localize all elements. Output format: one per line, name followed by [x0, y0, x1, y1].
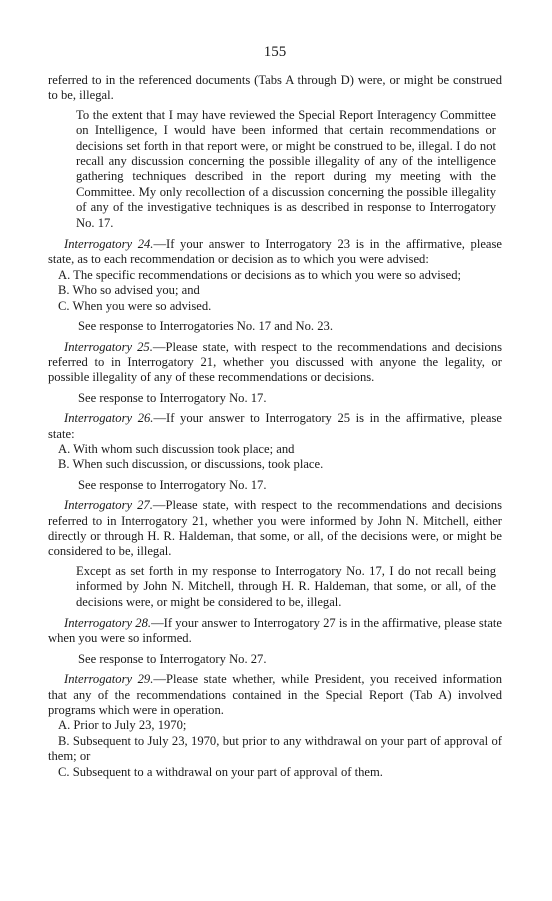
list-item: A. Prior to July 23, 1970;	[58, 718, 187, 733]
interrogatory-label: Interrogatory 24.	[64, 237, 154, 252]
list-item: B. Who so advised you; and	[58, 283, 200, 298]
interrogatory-text: —If your answer to Interrogatory 23 is in the affirmative, please state, as to each recommendation or decision as to which you were advised:	[48, 237, 503, 267]
page-body	[48, 73, 502, 780]
response-reference: See response to Interrogatories No. 17 and No. 23.	[78, 319, 333, 334]
page-number: 155	[263, 44, 287, 60]
response-quote: Except as set forth in my response to Interrogatory No. 17, I do not recall being informed by John N. Mitchell, through H. R. Haldeman, that some, or all, of the decisions were, or might be considered to be, illegal.	[76, 563, 496, 609]
interrogatory-text: —Please state whether, while President, you received information that any of the recommendations contained in the Special Report (Tab A) involved programs which were in operation.	[48, 672, 502, 718]
interrogatory-paragraph	[48, 340, 502, 386]
list-item: B. Subsequent to July 23, 1970, but prior to any withdrawal on your part of approval of them; or	[48, 733, 502, 764]
interrogatory-paragraph	[48, 498, 502, 560]
response-quote: To the extent that I may have reviewed the Special Report Interagency Committee on Intelligence, I would have been informed that certain recommendations or decisions set forth in that report were, or might be construed to be, illegal. I do not recall any discussion concerning the possible illegality of any of the intelligence gathering techniques described in the report during my meeting with the Committee. My only recollection of a discussion concerning the possible illegality of any of the investigative techniques is as described in response to Interrogatory No. 17.	[76, 107, 496, 230]
interrogatory-paragraph	[48, 672, 502, 718]
body-paragraph: referred to in the referenced documents (Tabs A through D) were, or might be construed to be, illegal.	[48, 73, 502, 103]
interrogatory-text: —Please state, with respect to the recommendations and decisions referred to in Interrogatory 21, whether you discussed with anyone the legality, or possible illegality of any of these recommendations or decisions.	[48, 339, 502, 385]
response-reference: See response to Interrogatory No. 27.	[78, 651, 267, 666]
response-reference: See response to Interrogatory No. 17.	[78, 390, 267, 405]
interrogatory-label: Interrogatory 26.	[64, 411, 154, 426]
interrogatory-label: Interrogatory 25.	[64, 339, 153, 354]
list-item: B. When such discussion, or discussions, took place.	[58, 457, 324, 472]
list-item: A. With whom such discussion took place; and	[58, 441, 295, 456]
interrogatory-paragraph	[48, 616, 502, 647]
list-item: A. The specific recommendations or decisions as to which you were so advised;	[58, 267, 462, 282]
interrogatory-paragraph	[48, 237, 502, 268]
response-reference: See response to Interrogatory No. 17.	[78, 477, 267, 492]
interrogatory-text: —If your answer to Interrogatory 25 is in the affirmative, please state:	[48, 411, 503, 441]
list-item: C. Subsequent to a withdrawal on your part of approval of them.	[58, 764, 383, 779]
interrogatory-label: Interrogatory 28.	[64, 616, 152, 630]
interrogatory-text: —Please state, with respect to the recommendations and decisions referred to in Interrogatory 21, whether you were informed by John N. Mitchell, either directly or through H. R. Haldeman, that some, or all, of the decisions were, or might be considered to be, illegal.	[48, 498, 502, 559]
interrogatory-label: Interrogatory 29.	[64, 672, 154, 687]
interrogatory-paragraph	[48, 411, 502, 442]
interrogatory-label: Interrogatory 27.	[64, 498, 153, 513]
list-item: C. When you were so advised.	[58, 298, 212, 313]
interrogatory-text: —If your answer to Interrogatory 27 is in the affirmative, please state when you were so informed.	[48, 616, 502, 646]
